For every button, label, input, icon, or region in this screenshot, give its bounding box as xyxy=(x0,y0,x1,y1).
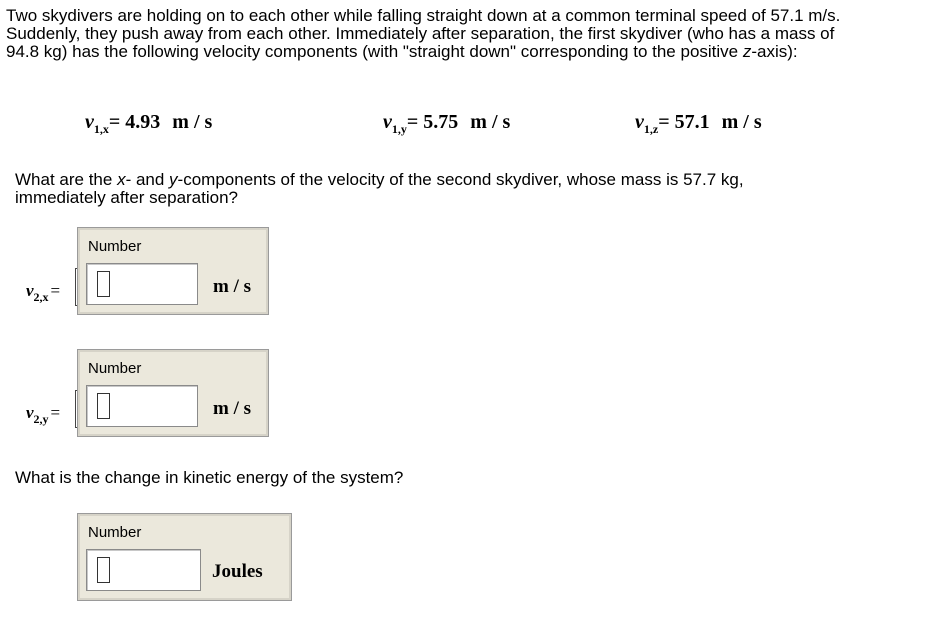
answer-v2y-label: $v_{2,y}$ = xyxy=(26,403,61,426)
v2x-input[interactable] xyxy=(86,263,198,305)
v2y-unit: m / s xyxy=(213,398,251,419)
question-1-line-1: What are the x- and y-components of the velocity of the second skydiver, whose mass is 57.7 kg, xyxy=(15,170,744,189)
ke-unit: Joules xyxy=(212,561,263,582)
answer-v2y-box xyxy=(77,349,269,437)
ke-input[interactable] xyxy=(86,549,201,591)
number-label: Number xyxy=(88,524,142,541)
number-label: Number xyxy=(88,360,142,377)
text-cursor xyxy=(97,393,110,419)
number-label: Number xyxy=(88,238,142,255)
answer-ke-box xyxy=(77,513,292,601)
question-1-line-2: immediately after separation? xyxy=(15,188,239,207)
v2x-unit: m / s xyxy=(213,276,251,297)
answer-v2x-box xyxy=(77,227,269,315)
given-v1y: $v_{1,y}= 5.75$ m / s xyxy=(383,111,511,136)
text-cursor xyxy=(97,271,110,297)
question-2: What is the change in kinetic energy of the system? xyxy=(15,468,404,487)
problem-line-2: Suddenly, they push away from each other. Immediately after separation, the first skydiver (who has a mass of xyxy=(6,24,835,43)
given-v1x: $v_{1,x}= 4.93$ m / s xyxy=(85,111,213,136)
question-1 xyxy=(15,171,744,207)
text-cursor xyxy=(97,557,110,583)
v2y-input[interactable] xyxy=(86,385,198,427)
problem-line-3: 94.8 kg) has the following velocity components (with "straight down" corresponding to the positive z-axis): xyxy=(6,42,798,61)
problem-line-1: Two skydivers are holding on to each other while falling straight down at a common terminal speed of 57.1 m/s. xyxy=(6,6,841,25)
problem-statement xyxy=(6,7,930,61)
given-v1z: $v_{1,z}= 57.1$ m / s xyxy=(635,111,762,136)
answer-v2x-label: $v_{2,x}$ = xyxy=(26,281,61,304)
